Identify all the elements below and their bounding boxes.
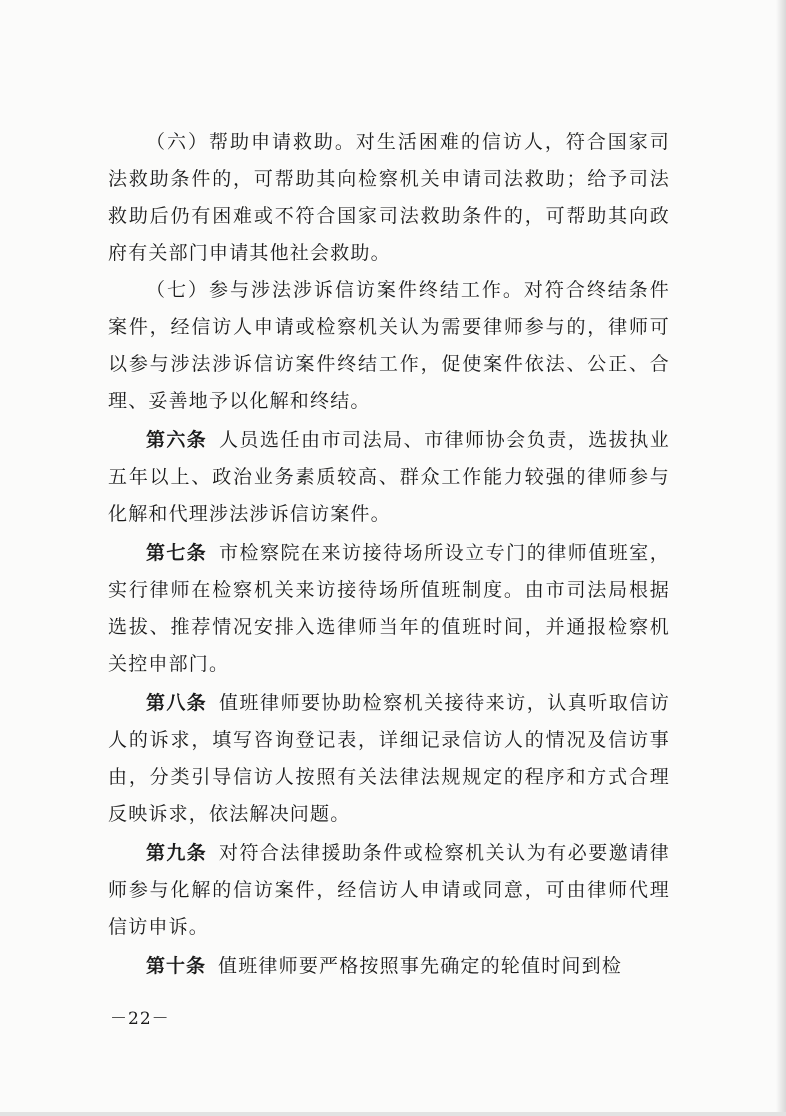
paragraph-text: （七）参与涉法涉诉信访案件终结工作。对符合终结条件案件，经信访人申请或检察机关认为需要律师参与的，律师可以参与涉法涉诉信访案件终结工作，促使案件依法、公正、合理、妥善地予以化解和终结。 — [108, 279, 670, 412]
article-text: 人员选任由市司法局、市律师协会负责，选拔执业五年以上、政治业务素质较高、群众工作能力较强的律师参与化解和代理涉法涉诉信访案件。 — [108, 429, 670, 525]
article-6 — [108, 422, 670, 533]
article-label: 第八条 — [146, 692, 207, 714]
article-label: 第七条 — [146, 542, 207, 564]
article-text: 值班律师要协助检察机关接待来访，认真听取信访人的诉求，填写咨询登记表，详细记录信访人的情况及信访事由，分类引导信访人按照有关法律法规规定的程序和方式合理反映诉求，依法解决问题。 — [108, 692, 670, 825]
scan-edge-shadow — [776, 0, 786, 1116]
article-label: 第六条 — [146, 429, 207, 451]
scan-bottom-edge — [0, 1112, 786, 1116]
article-text: 值班律师要严格按照事先确定的轮值时间到检 — [218, 955, 623, 977]
article-text: 市检察院在来访接待场所设立专门的律师值班室，实行律师在检察机关来访接待场所值班制度。由市司法局根据选拔、推荐情况安排入选律师当年的值班时间，并通报检察机关控申部门。 — [108, 542, 670, 675]
article-label: 第十条 — [146, 955, 207, 977]
paragraph-item-7 — [108, 272, 670, 420]
article-text: 对符合法律援助条件或检察机关认为有必要邀请律师参与化解的信访案件，经信访人申请或同意，可由律师代理信访申诉。 — [108, 842, 670, 938]
paragraph-text: （六）帮助申请救助。对生活困难的信访人，符合国家司法救助条件的，可帮助其向检察机关申请司法救助；给予司法救助后仍有困难或不符合国家司法救助条件的，可帮助其向政府有关部门申请其他社会救助。 — [108, 131, 670, 264]
document-body — [108, 124, 670, 985]
page-number: －22－ — [110, 1009, 170, 1029]
paragraph-item-6 — [108, 124, 670, 272]
article-9 — [108, 835, 670, 946]
article-label: 第九条 — [146, 842, 207, 864]
article-8 — [108, 685, 670, 833]
article-10 — [108, 948, 670, 985]
article-7 — [108, 535, 670, 683]
